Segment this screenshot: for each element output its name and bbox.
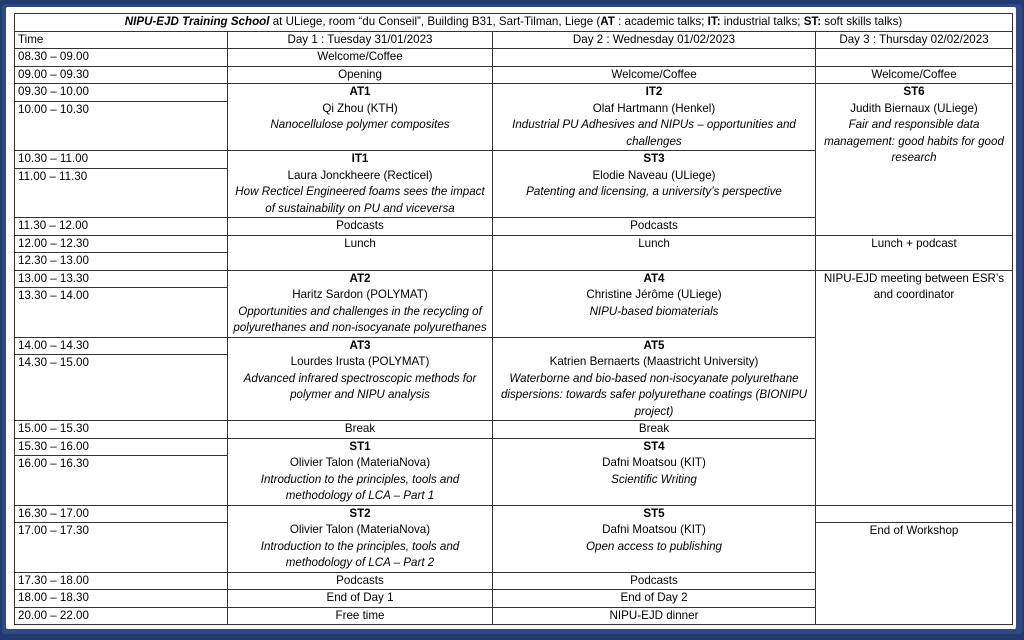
session-at3 [228, 337, 493, 421]
day2-end: End of Day 2 [493, 590, 816, 608]
session-title: Opportunities and challenges in the recycling of polyurethanes and non-isocyanate polyurethanes [233, 304, 487, 334]
session-title: Patenting and licensing, a university’s perspective [526, 185, 782, 198]
legend-at-text: : academic talks; [614, 15, 708, 28]
header-row [15, 31, 1013, 49]
session-at4 [493, 270, 816, 337]
session-title: Open access to publishing [586, 539, 722, 553]
session-title: Fair and responsible data management: good habits for good research [824, 118, 1004, 164]
day3-welcome: Welcome/Coffee [816, 66, 1013, 84]
session-st5 [493, 505, 816, 572]
day2-podcasts: Podcasts [493, 218, 816, 236]
day2-break: Break [493, 421, 816, 439]
session-speaker: Lourdes Irusta (POLYMAT) [290, 355, 430, 368]
session-title: Advanced infrared spectroscopic methods for polymer and NIPU analysis [243, 371, 477, 401]
session-at5 [493, 337, 816, 421]
session-speaker: Judith Biernaux (ULiege) [850, 101, 978, 115]
session-title: Industrial PU Adhesives and NIPUs – opportunities and challenges [512, 118, 796, 148]
session-speaker: Olivier Talon (MateriaNova) [289, 456, 431, 469]
day1-podcasts: Podcasts [228, 218, 493, 236]
day2-empty [493, 49, 816, 67]
time-slot: 11.30 – 12.00 [15, 218, 228, 236]
time-slot: 08.30 – 09.00 [15, 49, 228, 67]
day3-meeting: NIPU-EJD meeting between ESR’s and coordinator [816, 270, 1013, 505]
session-speaker: Dafni Moatsou (KIT) [602, 456, 706, 469]
location-text: at ULiege, room “du Conseil”, Building B31, Sart-Tilman, Liege ( [269, 15, 601, 28]
session-title: Nanocellulose polymer composites [270, 118, 450, 131]
session-title: Waterborne and bio-based non-isocyanate polyurethane dispersions: towards safer polyurethane coatings (BIONIPU project) [500, 371, 808, 418]
session-speaker: Qi Zhou (KTH) [322, 101, 398, 115]
time-slot: 20.00 – 22.00 [15, 607, 228, 625]
session-code: ST4 [643, 439, 665, 453]
session-code: AT1 [349, 85, 371, 98]
session-code: AT2 [349, 271, 371, 285]
session-st4 [493, 438, 816, 505]
legend-it-text: industrial talks; [720, 15, 804, 28]
session-code: ST5 [643, 506, 665, 520]
session-code: ST1 [349, 439, 371, 453]
day1-welcome: Welcome/Coffee [228, 49, 493, 67]
day1-podcasts-2: Podcasts [228, 572, 493, 590]
time-slot: 14.30 – 15.00 [15, 355, 228, 421]
time-slot: 17.30 – 18.00 [15, 572, 228, 590]
time-slot: 12.30 – 13.00 [15, 253, 228, 271]
session-code: AT4 [643, 271, 665, 285]
time-slot: 13.30 – 14.00 [15, 288, 228, 337]
table-row [15, 49, 1013, 67]
title-row [15, 14, 1013, 32]
session-title: Scientific Writing [611, 472, 697, 486]
table-row [15, 505, 1013, 523]
session-code: ST6 [903, 85, 925, 98]
time-slot: 18.00 – 18.30 [15, 590, 228, 608]
legend-st-text: soft skills talks) [821, 15, 903, 28]
time-slot: 15.00 – 15.30 [15, 421, 228, 439]
day2-welcome: Welcome/Coffee [493, 66, 816, 84]
session-speaker: Katrien Bernaerts (Maastricht University) [549, 355, 759, 368]
session-it2 [493, 84, 816, 151]
session-at1 [228, 84, 493, 151]
time-slot: 09.30 – 10.00 [15, 84, 228, 102]
day1-evening: Free time [228, 607, 493, 625]
day3-lunch: Lunch + podcast [816, 235, 1013, 270]
day3-end: End of Workshop [816, 523, 1013, 625]
table-row [15, 235, 1013, 253]
session-st1 [228, 438, 493, 505]
day2-podcasts-2: Podcasts [493, 572, 816, 590]
time-slot: 12.00 – 12.30 [15, 235, 228, 253]
time-slot: 16.00 – 16.30 [15, 456, 228, 505]
time-slot: 10.30 – 11.00 [15, 151, 228, 169]
time-slot: 17.00 – 17.30 [15, 523, 228, 573]
session-speaker: Olaf Hartmann (Henkel) [592, 101, 716, 115]
column-header-day2: Day 2 : Wednesday 01/02/2023 [493, 31, 816, 49]
column-header-day1: Day 1 : Tuesday 31/01/2023 [228, 31, 493, 49]
session-title: Introduction to the principles, tools and methodology of LCA – Part 2 [260, 539, 460, 569]
session-title: How Recticel Engineered foams sees the impact of sustainability on PU and viceversa [235, 185, 485, 215]
session-title: NIPU-based biomaterials [589, 304, 719, 318]
session-speaker: Laura Jonckheere (Recticel) [287, 168, 433, 182]
session-st6 [816, 84, 1013, 236]
session-at2 [228, 270, 493, 337]
day3-empty [816, 505, 1013, 523]
column-header-day3: Day 3 : Thursday 02/02/2023 [816, 31, 1013, 49]
day2-lunch: Lunch [493, 235, 816, 270]
session-code: AT3 [349, 338, 371, 352]
day1-lunch: Lunch [228, 235, 493, 270]
day2-evening: NIPU-EJD dinner [493, 607, 816, 625]
day1-break: Break [228, 421, 493, 439]
session-speaker: Christine Jérôme (ULiege) [586, 288, 722, 301]
session-code: IT1 [351, 152, 369, 165]
time-slot: 15.30 – 16.00 [15, 438, 228, 456]
time-slot: 11.00 – 11.30 [15, 168, 228, 217]
time-slot: 10.00 – 10.30 [15, 101, 228, 150]
table-row [15, 66, 1013, 84]
session-st2 [228, 505, 493, 572]
schedule-table [14, 13, 1013, 625]
legend-it-code: IT: [707, 15, 721, 28]
day1-end: End of Day 1 [228, 590, 493, 608]
time-slot: 14.00 – 14.30 [15, 337, 228, 355]
session-speaker: Elodie Naveau (ULiege) [592, 168, 716, 182]
table-row [15, 84, 1013, 102]
session-speaker: Dafni Moatsou (KIT) [602, 523, 706, 536]
session-st3 [493, 151, 816, 218]
table-row [15, 270, 1013, 288]
session-speaker: Haritz Sardon (POLYMAT) [292, 288, 428, 301]
school-name: NIPU-EJD Training School [124, 15, 270, 28]
session-speaker: Olivier Talon (MateriaNova) [289, 523, 431, 536]
session-code: IT2 [645, 85, 663, 98]
session-code: ST2 [349, 506, 371, 520]
session-code: ST3 [643, 152, 665, 165]
day1-opening: Opening [228, 66, 493, 84]
column-header-time: Time [15, 31, 228, 49]
session-title: Introduction to the principles, tools and methodology of LCA – Part 1 [260, 472, 460, 502]
time-slot: 09.00 – 09.30 [15, 66, 228, 84]
legend-st-code: ST: [803, 15, 822, 28]
session-code: AT5 [643, 338, 665, 352]
session-it1 [228, 151, 493, 218]
legend-at-code: AT [600, 15, 615, 28]
time-slot: 13.00 – 13.30 [15, 270, 228, 288]
time-slot: 16.30 – 17.00 [15, 505, 228, 523]
day3-empty [816, 49, 1013, 67]
schedule-title [15, 14, 1013, 32]
